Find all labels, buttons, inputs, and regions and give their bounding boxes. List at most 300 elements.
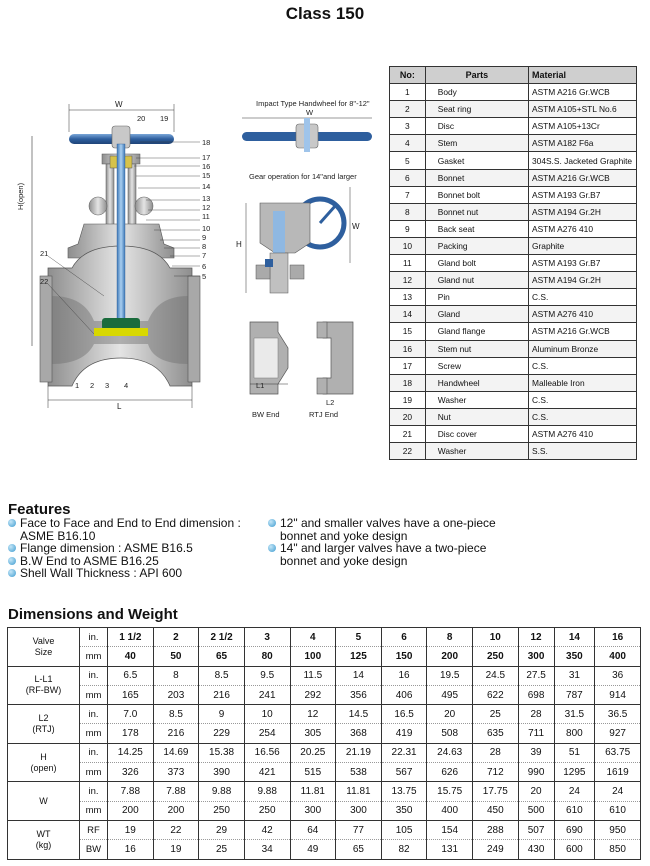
dimensions-unit: in. [80, 666, 108, 685]
callout-9: 9 [202, 233, 207, 242]
dimensions-cell: 7.88 [153, 782, 199, 801]
dimensions-cell: 16 [381, 666, 427, 685]
parts-cell-material: 304S.S. Jacketed Graphite [529, 152, 637, 169]
parts-cell-no: 20 [390, 408, 426, 425]
parts-cell-no: 15 [390, 323, 426, 340]
parts-cell-no: 7 [390, 186, 426, 203]
parts-cell-material: S.S. [529, 443, 637, 460]
dimensions-cell: 990 [518, 763, 554, 782]
dimensions-cell: 300 [290, 801, 336, 820]
main-h-label: H(open) [16, 182, 25, 210]
bw-caption: BW End [252, 410, 280, 419]
dimensions-cell: 24.5 [473, 666, 519, 685]
dimensions-row-label [8, 628, 80, 667]
dimensions-cell: 36.5 [595, 705, 641, 724]
parts-row [390, 152, 637, 169]
dimensions-cell: 15.38 [199, 743, 245, 762]
dimensions-cell: 538 [336, 763, 382, 782]
dimensions-cell: 508 [427, 724, 473, 743]
parts-cell-material: ASTM A105+13Cr [529, 118, 637, 135]
dimensions-row [8, 763, 641, 782]
dimensions-cell: 800 [554, 724, 595, 743]
parts-header-parts: Parts [425, 67, 528, 84]
dimensions-cell: 12 [518, 628, 554, 647]
parts-row [390, 220, 637, 237]
callout-13: 13 [202, 194, 211, 203]
parts-cell-part: Gasket [425, 152, 528, 169]
dimensions-cell: 288 [473, 820, 519, 839]
parts-row [390, 272, 637, 289]
handwheel-caption: Impact Type Handwheel for 8"-12" [256, 99, 370, 108]
dimensions-unit: in. [80, 743, 108, 762]
dimensions-cell: 29 [199, 820, 245, 839]
feature-item [8, 542, 268, 555]
dimensions-label-line: L-L1 [34, 674, 53, 685]
parts-row [390, 340, 637, 357]
dimensions-cell: 36 [595, 666, 641, 685]
dimensions-cell: 421 [244, 763, 290, 782]
parts-cell-no: 1 [390, 84, 426, 101]
dimensions-cell: 203 [153, 685, 199, 704]
feature-line: 12" and smaller valves have a one-piece [280, 516, 496, 530]
parts-cell-part: Gland [425, 306, 528, 323]
dimensions-cell: 15.75 [427, 782, 473, 801]
parts-row [390, 374, 637, 391]
dimensions-cell: 305 [290, 724, 336, 743]
feature-item [8, 517, 268, 542]
dimensions-cell: 300 [336, 801, 382, 820]
dimensions-cell: 300 [518, 647, 554, 666]
dimensions-cell: 950 [595, 820, 641, 839]
dimensions-label-line: L2 [38, 712, 49, 723]
feature-line: bonnet and yoke design [280, 528, 408, 543]
dimensions-label-line: (open) [30, 762, 57, 773]
dimensions-cell: 7.88 [108, 782, 154, 801]
callout-5: 5 [202, 272, 207, 281]
dimensions-cell: 82 [381, 840, 427, 859]
dimensions-cell: 154 [427, 820, 473, 839]
parts-cell-no: 14 [390, 306, 426, 323]
dimensions-row-label [8, 820, 80, 859]
parts-cell-part: Bonnet [425, 169, 528, 186]
dimensions-cell: 326 [108, 763, 154, 782]
parts-cell-no: 10 [390, 237, 426, 254]
parts-cell-no: 8 [390, 203, 426, 220]
parts-row [390, 289, 637, 306]
parts-cell-part: Washer [425, 443, 528, 460]
dimensions-cell: 229 [199, 724, 245, 743]
parts-row [390, 357, 637, 374]
gear-operation-drawing [240, 183, 370, 303]
dimensions-cell: 165 [108, 685, 154, 704]
dimensions-cell: 100 [290, 647, 336, 666]
parts-cell-no: 18 [390, 374, 426, 391]
dimensions-cell: 495 [427, 685, 473, 704]
parts-cell-no: 3 [390, 118, 426, 135]
dimensions-cell: 20.25 [290, 743, 336, 762]
dimensions-cell: 698 [518, 685, 554, 704]
parts-cell-material: ASTM A193 Gr.B7 [529, 186, 637, 203]
dimensions-label-line: (kg) [35, 839, 52, 850]
dimensions-cell: 16 [108, 840, 154, 859]
dimensions-cell: 515 [290, 763, 336, 782]
dimensions-cell: 19 [108, 820, 154, 839]
dimensions-cell: 8 [427, 628, 473, 647]
dimensions-cell: 850 [595, 840, 641, 859]
parts-row [390, 203, 637, 220]
dimensions-cell: 1 1/2 [108, 628, 154, 647]
dimensions-cell: 14 [336, 666, 382, 685]
dimensions-cell: 178 [108, 724, 154, 743]
callout-16: 16 [202, 162, 211, 171]
gear-caption: Gear operation for 14"and larger [249, 172, 357, 181]
dimensions-cell: 368 [336, 724, 382, 743]
dimensions-cell: 16 [595, 628, 641, 647]
parts-cell-no: 22 [390, 443, 426, 460]
dimensions-cell: 65 [199, 647, 245, 666]
dimensions-cell: 250 [473, 647, 519, 666]
dimensions-cell: 150 [381, 647, 427, 666]
rtj-caption: RTJ End [309, 410, 339, 419]
parts-cell-part: Screw [425, 357, 528, 374]
dimensions-cell: 430 [518, 840, 554, 859]
dimensions-cell: 200 [108, 801, 154, 820]
dimensions-cell: 10 [473, 628, 519, 647]
feature-line: ASME B16.10 [20, 528, 96, 543]
dimensions-label-line: Valve [32, 635, 55, 646]
dimensions-cell: 22.31 [381, 743, 427, 762]
parts-cell-no: 16 [390, 340, 426, 357]
parts-cell-material: ASTM A193 Gr.B7 [529, 255, 637, 272]
dimensions-label-line: W [39, 795, 48, 806]
dimensions-cell: 14 [554, 628, 595, 647]
parts-row [390, 408, 637, 425]
parts-row [390, 323, 637, 340]
dimensions-row [8, 724, 641, 743]
dimensions-cell: 20 [427, 705, 473, 724]
parts-cell-material: ASTM A216 Gr.WCB [529, 84, 637, 101]
dimensions-row [8, 801, 641, 820]
dimensions-row [8, 820, 641, 839]
dimensions-cell: 390 [199, 763, 245, 782]
dimensions-cell: 34 [244, 840, 290, 859]
parts-cell-material: Aluminum Bronze [529, 340, 637, 357]
dimensions-row [8, 647, 641, 666]
callout-22: 22 [40, 277, 49, 286]
feature-item [8, 567, 268, 580]
dimensions-cell: 635 [473, 724, 519, 743]
dimensions-table [7, 627, 641, 860]
main-w-label: W [115, 100, 123, 109]
dimensions-cell: 28 [473, 743, 519, 762]
dimensions-cell: 77 [336, 820, 382, 839]
dimensions-cell: 11.81 [290, 782, 336, 801]
main-l-label: L [117, 402, 122, 411]
gear-w-label: W [352, 222, 360, 231]
parts-cell-part: Bonnet nut [425, 203, 528, 220]
dimensions-row-label [8, 743, 80, 782]
dimensions-row-label [8, 782, 80, 821]
parts-cell-material: ASTM A216 Gr.WCB [529, 323, 637, 340]
dimensions-cell: 914 [595, 685, 641, 704]
feature-item [268, 542, 538, 567]
dimensions-unit: in. [80, 705, 108, 724]
parts-cell-no: 9 [390, 220, 426, 237]
dimensions-cell: 19 [153, 840, 199, 859]
dimensions-cell: 9.88 [199, 782, 245, 801]
dimensions-cell: 7.0 [108, 705, 154, 724]
dimensions-cell: 8.5 [199, 666, 245, 685]
dimensions-label-line: Size [34, 646, 53, 657]
parts-table [389, 66, 637, 460]
feature-line: Flange dimension : ASME B16.5 [20, 541, 193, 555]
parts-row [390, 101, 637, 118]
parts-cell-no: 21 [390, 425, 426, 442]
dimensions-cell: 14.25 [108, 743, 154, 762]
dimensions-cell: 24 [554, 782, 595, 801]
dimensions-unit: RF [80, 820, 108, 839]
parts-cell-part: Nut [425, 408, 528, 425]
dimensions-cell: 787 [554, 685, 595, 704]
callout-3: 3 [105, 381, 110, 390]
dimensions-label-line: H [40, 751, 47, 762]
dimensions-row [8, 782, 641, 801]
callout-15: 15 [202, 171, 211, 180]
dimensions-cell: 80 [244, 647, 290, 666]
callout-20: 20 [137, 114, 146, 123]
dimensions-cell: 507 [518, 820, 554, 839]
dimensions-cell: 254 [244, 724, 290, 743]
dimensions-row-label [8, 705, 80, 744]
parts-header-material: Material [529, 67, 637, 84]
dimensions-cell: 105 [381, 820, 427, 839]
dimensions-title: Dimensions and Weight [8, 606, 178, 623]
dimensions-cell: 6.5 [108, 666, 154, 685]
dimensions-cell: 12 [290, 705, 336, 724]
parts-cell-part: Back seat [425, 220, 528, 237]
dimensions-cell: 356 [336, 685, 382, 704]
dimensions-cell: 626 [427, 763, 473, 782]
dimensions-cell: 373 [153, 763, 199, 782]
parts-cell-part: Packing [425, 237, 528, 254]
parts-row [390, 306, 637, 323]
parts-cell-no: 19 [390, 391, 426, 408]
dimensions-row [8, 685, 641, 704]
parts-row [390, 425, 637, 442]
bullet-icon [268, 544, 276, 552]
feature-line: bonnet and yoke design [280, 553, 408, 568]
dimensions-cell: 1619 [595, 763, 641, 782]
dimensions-cell: 16.5 [381, 705, 427, 724]
callout-11: 11 [202, 212, 210, 221]
callout-21: 21 [40, 249, 49, 258]
dimensions-cell: 600 [554, 840, 595, 859]
features-title: Features [8, 501, 71, 518]
dimensions-cell: 63.75 [595, 743, 641, 762]
dimensions-cell: 14.5 [336, 705, 382, 724]
dimensions-row [8, 666, 641, 685]
dimensions-cell: 20 [518, 782, 554, 801]
dimensions-cell: 10 [244, 705, 290, 724]
parts-row [390, 443, 637, 460]
dimensions-cell: 65 [336, 840, 382, 859]
dimensions-label-line: (RF-BW) [25, 685, 62, 696]
parts-cell-no: 12 [390, 272, 426, 289]
parts-cell-material: ASTM A276 410 [529, 220, 637, 237]
dimensions-cell: 40 [108, 647, 154, 666]
dimensions-cell: 21.19 [336, 743, 382, 762]
parts-cell-material: ASTM A194 Gr.2H [529, 203, 637, 220]
dimensions-cell: 350 [381, 801, 427, 820]
parts-cell-no: 4 [390, 135, 426, 152]
bullet-icon [8, 557, 16, 565]
bullet-icon [8, 544, 16, 552]
dimensions-cell: 711 [518, 724, 554, 743]
dimensions-unit: in. [80, 782, 108, 801]
parts-cell-part: Pin [425, 289, 528, 306]
dimensions-cell: 4 [290, 628, 336, 647]
dimensions-cell: 6 [381, 628, 427, 647]
dimensions-cell: 22 [153, 820, 199, 839]
features-list-right [268, 517, 538, 567]
callout-14: 14 [202, 182, 211, 191]
dimensions-cell: 9.88 [244, 782, 290, 801]
dimensions-cell: 690 [554, 820, 595, 839]
dimensions-cell: 13.75 [381, 782, 427, 801]
dimensions-cell: 131 [427, 840, 473, 859]
dimensions-cell: 200 [153, 801, 199, 820]
dimensions-cell: 49 [290, 840, 336, 859]
callout-17: 17 [202, 153, 211, 162]
dimensions-cell: 622 [473, 685, 519, 704]
parts-cell-part: Stem [425, 135, 528, 152]
parts-cell-material: ASTM A276 410 [529, 425, 637, 442]
page-title: Class 150 [285, 4, 365, 23]
parts-cell-no: 13 [390, 289, 426, 306]
parts-cell-material: ASTM A194 Gr.2H [529, 272, 637, 289]
dimensions-cell: 8 [153, 666, 199, 685]
parts-cell-no: 11 [390, 255, 426, 272]
dimensions-cell: 216 [153, 724, 199, 743]
parts-cell-material: Graphite [529, 237, 637, 254]
parts-cell-material: ASTM A216 Gr.WCB [529, 169, 637, 186]
dimensions-cell: 450 [473, 801, 519, 820]
dimensions-unit: mm [80, 647, 108, 666]
dimensions-cell: 500 [518, 801, 554, 820]
callout-2: 2 [90, 381, 95, 390]
dimensions-cell: 350 [554, 647, 595, 666]
callout-8: 8 [202, 242, 207, 251]
dimensions-label-line: WT [36, 828, 51, 839]
valve-cross-section-drawing [14, 96, 230, 430]
callout-6: 6 [202, 262, 207, 271]
feature-line: Shell Wall Thickness : API 600 [20, 566, 183, 580]
dimensions-label-line: (RTJ) [32, 723, 55, 734]
dimensions-cell: 24.63 [427, 743, 473, 762]
parts-cell-material: C.S. [529, 408, 637, 425]
bw-l1-label: L1 [256, 381, 265, 390]
dimensions-cell: 24 [595, 782, 641, 801]
dimensions-cell: 8.5 [153, 705, 199, 724]
dimensions-cell: 9.5 [244, 666, 290, 685]
dimensions-cell: 2 [153, 628, 199, 647]
parts-cell-part: Handwheel [425, 374, 528, 391]
dimensions-row [8, 840, 641, 859]
dimensions-cell: 406 [381, 685, 427, 704]
dimensions-cell: 50 [153, 647, 199, 666]
parts-row [390, 186, 637, 203]
parts-cell-material: ASTM A276 410 [529, 306, 637, 323]
handwheel-w-label: W [306, 108, 314, 117]
parts-cell-material: ASTM A105+STL No.6 [529, 101, 637, 118]
dimensions-cell: 610 [595, 801, 641, 820]
dimensions-cell: 292 [290, 685, 336, 704]
dimensions-cell: 9 [199, 705, 245, 724]
parts-row [390, 255, 637, 272]
parts-table-body [390, 84, 637, 460]
rtj-end-drawing [315, 318, 355, 398]
dimensions-cell: 216 [199, 685, 245, 704]
parts-row [390, 391, 637, 408]
parts-row [390, 237, 637, 254]
features-list-left [8, 517, 268, 580]
dimensions-cell: 19.5 [427, 666, 473, 685]
parts-row [390, 169, 637, 186]
dimensions-cell: 400 [595, 647, 641, 666]
dimensions-cell: 927 [595, 724, 641, 743]
callout-19: 19 [160, 114, 169, 123]
dimensions-unit: mm [80, 763, 108, 782]
dimensions-cell: 200 [427, 647, 473, 666]
feature-line: Face to Face and End to End dimension : [20, 516, 241, 530]
dimensions-cell: 249 [473, 840, 519, 859]
parts-cell-part: Body [425, 84, 528, 101]
feature-line: B.W End to ASME B16.25 [20, 553, 159, 568]
dimensions-cell: 567 [381, 763, 427, 782]
dimensions-unit: mm [80, 724, 108, 743]
impact-handwheel-drawing [238, 114, 378, 154]
rtj-l2-label: L2 [326, 398, 335, 407]
parts-cell-no: 5 [390, 152, 426, 169]
dimensions-cell: 1295 [554, 763, 595, 782]
dimensions-cell: 2 1/2 [199, 628, 245, 647]
dimensions-cell: 27.5 [518, 666, 554, 685]
dimensions-row [8, 743, 641, 762]
dimensions-cell: 39 [518, 743, 554, 762]
dimensions-cell: 3 [244, 628, 290, 647]
parts-header-row [390, 67, 637, 84]
dimensions-cell: 16.56 [244, 743, 290, 762]
dimensions-cell: 250 [244, 801, 290, 820]
parts-header-no: No: [390, 67, 426, 84]
dimensions-unit: mm [80, 685, 108, 704]
dimensions-row-label [8, 666, 80, 705]
dimensions-cell: 419 [381, 724, 427, 743]
dimensions-cell: 11.5 [290, 666, 336, 685]
gear-h-label: H [236, 240, 242, 249]
parts-cell-material: ASTM A182 F6a [529, 135, 637, 152]
dimensions-cell: 17.75 [473, 782, 519, 801]
callout-1: 1 [75, 381, 80, 390]
dimensions-cell: 31 [554, 666, 595, 685]
parts-cell-material: Malleable Iron [529, 374, 637, 391]
dimensions-cell: 25 [199, 840, 245, 859]
parts-cell-part: Bonnet bolt [425, 186, 528, 203]
dimensions-row [8, 705, 641, 724]
callout-10: 10 [202, 224, 211, 233]
parts-cell-material: C.S. [529, 289, 637, 306]
parts-cell-part: Seat ring [425, 101, 528, 118]
